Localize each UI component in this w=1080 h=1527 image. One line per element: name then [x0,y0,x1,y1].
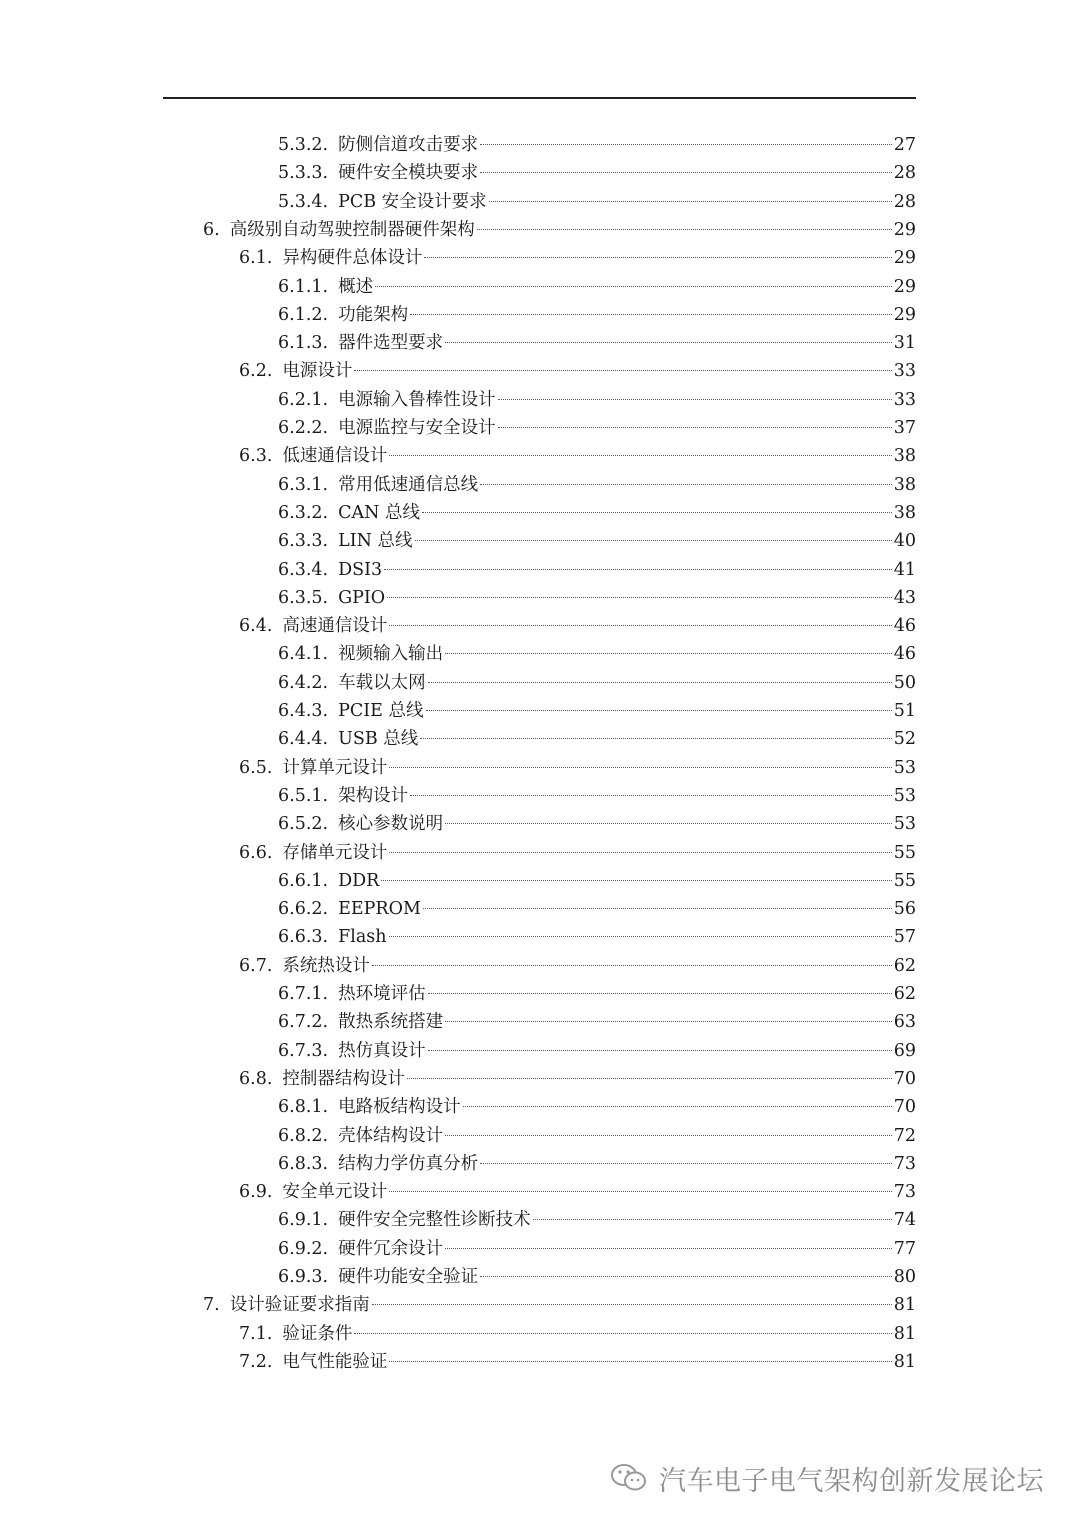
toc-dot-leader [354,370,891,371]
toc-dot-leader [445,342,892,343]
toc-dot-leader [354,1333,891,1334]
toc-entry-number: 6.8.3. [278,1153,329,1174]
toc-entry-page: 38 [893,446,916,467]
toc-entry-title: EEPROM [338,899,421,920]
toc-entry-page: 73 [893,1182,916,1203]
toc-dot-leader [372,1304,892,1305]
toc-entry[interactable] [239,357,916,385]
toc-dot-leader [445,1135,892,1136]
toc-dot-leader [445,653,892,654]
toc-entry-number: 6.4. [239,616,273,637]
toc-dot-leader [389,625,891,626]
toc-entry-page: 81 [893,1295,916,1316]
toc-entry[interactable] [239,952,916,980]
toc-entry-title: 核心参数说明 [338,814,444,835]
toc-entry[interactable] [278,867,916,895]
toc-entry[interactable] [278,1093,916,1121]
toc-dot-leader [463,1106,892,1107]
toc-entry-title: 低速通信设计 [282,446,388,467]
toc-entry[interactable] [278,414,916,442]
toc-dot-leader [389,767,891,768]
toc-entry-page: 80 [893,1267,916,1287]
toc-entry-number: 6.7.3. [278,1040,329,1061]
toc-dot-leader [407,1078,892,1079]
toc-entry-page: 31 [893,333,916,354]
toc-dot-leader [389,1361,891,1362]
toc-entry-number: 5.3.4. [278,191,329,212]
toc-entry[interactable] [278,188,916,216]
toc-entry-title: PCB 安全设计要求 [338,191,487,212]
toc-entry-page: 53 [893,757,916,778]
toc-entry[interactable] [278,923,916,951]
toc-entry[interactable] [239,1348,916,1376]
toc-entry-number: 6.7.1. [278,984,329,1004]
toc-dot-leader [489,201,892,202]
toc-entry-page: 41 [893,559,916,580]
toc-entry-title: 架构设计 [338,785,409,806]
toc-entry-number: 6.7.2. [278,1012,329,1033]
toc-entry-page: 28 [893,191,916,212]
toc-entry-page: 50 [893,672,916,693]
toc-entry-title: PCIE 总线 [338,701,424,721]
toc-entry-page: 29 [893,304,916,325]
toc-entry-number: 6.3.2. [278,502,329,523]
toc-entry-title: 高速通信设计 [282,616,388,637]
toc-entry-number: 6.3.5. [278,587,329,608]
toc-entry-title: 安全单元设计 [282,1182,388,1203]
toc-dot-leader [389,936,892,937]
toc-entry-title: 结构力学仿真分析 [338,1153,479,1174]
toc-entry[interactable] [278,301,916,329]
toc-dot-leader [445,823,892,824]
toc-entry-title: 设计验证要求指南 [229,1295,370,1316]
toc-dot-leader [375,286,892,287]
toc-entry-page: 70 [893,1068,916,1089]
toc-entry-title: 验证条件 [282,1323,353,1344]
toc-dot-leader [480,484,892,485]
toc-entry-page: 29 [893,219,916,240]
toc-entry-page: 70 [893,1097,916,1118]
toc-entry-number: 6.1.3. [278,333,329,354]
toc-entry-number: 7.1. [239,1323,273,1344]
toc-entry[interactable] [239,754,916,782]
toc-entry-number: 6.3.3. [278,531,329,552]
toc-entry-title: 器件选型要求 [338,333,444,354]
toc-entry-title: 硬件安全模块要求 [338,163,479,184]
toc-entry[interactable] [278,1037,916,1065]
toc-entry[interactable] [239,839,916,867]
toc-entry-page: 52 [893,729,916,750]
toc-entry-page: 38 [893,474,916,495]
toc-entry-number: 6.4.4. [278,729,329,750]
toc-dot-leader [428,993,892,994]
toc-entry-title: 车载以太网 [338,672,426,693]
toc-entry[interactable] [278,471,916,499]
toc-entry[interactable] [278,980,916,1008]
toc-entry-number: 6.8.1. [278,1097,329,1118]
toc-entry-title: 硬件冗余设计 [338,1238,444,1259]
toc-entry[interactable] [278,697,916,725]
toc-dot-leader [424,257,891,258]
toc-entry-page: 74 [893,1210,916,1231]
toc-dot-leader [381,880,891,881]
toc-entry-title: 概述 [338,276,374,297]
toc-entry-title: 硬件功能安全验证 [338,1267,479,1287]
watermark [609,1458,1044,1498]
toc-entry-title: 散热系统搭建 [338,1012,444,1033]
watermark-text: 汽车电子电气架构创新发展论坛 [659,1465,1044,1497]
toc-entry-page: 53 [893,785,916,806]
toc-dot-leader [372,965,892,966]
toc-entry[interactable] [278,273,916,301]
toc-dot-leader [423,908,892,909]
toc-entry-title: DDR [338,870,380,891]
toc-entry-page: 56 [893,899,916,920]
toc-entry[interactable] [239,442,916,470]
toc-entry-number: 6.7. [239,955,273,976]
toc-entry-number: 6.2.2. [278,418,329,438]
toc-entry-number: 6.5. [239,757,273,778]
toc-entry-page: 62 [893,955,916,976]
toc-entry-number: 5.3.3. [278,163,329,184]
toc-entry-title: Flash [338,927,387,948]
toc-entry-number: 6.9.2. [278,1238,329,1259]
toc-entry-title: 常用低速通信总线 [338,474,479,495]
toc-dot-leader [422,512,892,513]
toc-entry[interactable] [239,612,916,640]
toc-entry-title: 防侧信道攻击要求 [338,135,479,155]
toc-entry-number: 6.2.1. [278,389,329,410]
toc-entry-title: 电源输入鲁棒性设计 [338,389,496,410]
toc-entry-page: 51 [893,701,916,721]
toc-entry-page: 77 [893,1238,916,1259]
wechat-icon [609,1462,649,1494]
toc-entry[interactable] [278,584,916,612]
toc-dot-leader [420,738,891,739]
toc-entry[interactable] [278,669,916,697]
toc-entry-number: 6.3.4. [278,559,329,580]
toc-entry-page: 38 [893,502,916,523]
toc-dot-leader [410,314,892,315]
toc-entry-page: 63 [893,1012,916,1033]
toc-entry[interactable] [278,1235,916,1263]
toc-entry-title: LIN 总线 [338,531,413,552]
toc-entry[interactable] [239,1065,916,1093]
toc-entry-title: 电源设计 [282,361,353,382]
toc-entry-number: 6.8.2. [278,1125,329,1146]
toc-entry[interactable] [278,131,916,159]
toc-dot-leader [415,540,892,541]
toc-entry-page: 81 [893,1323,916,1344]
toc-entry-page: 29 [893,248,916,269]
toc-entry-page: 28 [893,163,916,184]
toc-entry[interactable] [278,1150,916,1178]
toc-entry-page: 27 [893,135,916,155]
toc-entry-title: 计算单元设计 [282,757,388,778]
toc-dot-leader [498,399,892,400]
toc-entry-title: GPIO [338,587,386,608]
toc-entry[interactable] [278,725,916,753]
toc-entry-title: DSI3 [338,559,383,580]
toc-dot-leader [389,1191,891,1192]
toc-entry-number: 6.1.1. [278,276,329,297]
toc-entry-page: 55 [893,842,916,863]
toc-entry[interactable] [278,782,916,810]
toc-entry-number: 6.8. [239,1068,273,1089]
toc-dot-leader [445,1021,892,1022]
toc-entry-number: 6.5.2. [278,814,329,835]
toc-entry[interactable] [203,216,916,244]
toc-entry-page: 73 [893,1153,916,1174]
toc-entry-title: 硬件安全完整性诊断技术 [338,1210,531,1231]
toc-dot-leader [533,1219,892,1220]
toc-entry[interactable] [278,1263,916,1291]
toc-dot-leader [477,229,892,230]
toc-entry[interactable] [278,640,916,668]
toc-dot-leader [426,710,892,711]
toc-entry-title: 电路板结构设计 [338,1097,461,1118]
toc-entry-title: 电源监控与安全设计 [338,418,496,438]
toc-entry-page: 81 [893,1351,916,1372]
toc-entry[interactable] [239,1320,916,1348]
toc-entry-page: 72 [893,1125,916,1146]
toc-entry-number: 6.6.1. [278,870,329,891]
toc-entry[interactable] [278,1008,916,1036]
toc-entry[interactable] [203,1291,916,1319]
toc-entry-page: 43 [893,587,916,608]
toc-entry-number: 6.9. [239,1182,273,1203]
toc-dot-leader [480,172,892,173]
toc-entry-page: 33 [893,361,916,382]
toc-dot-leader [480,1276,892,1277]
header-rule [163,97,916,99]
toc-entry[interactable] [278,810,916,838]
toc-dot-leader [445,1248,892,1249]
toc-entry[interactable] [239,244,916,272]
toc-dot-leader [480,144,892,145]
toc-entry-title: 存储单元设计 [282,842,388,863]
toc-entry[interactable] [278,895,916,923]
toc-dot-leader [387,597,892,598]
toc-entry[interactable] [278,499,916,527]
toc-entry-number: 5.3.2. [278,135,329,155]
toc-entry-title: 电气性能验证 [282,1351,388,1372]
toc-entry-title: 功能架构 [338,304,409,325]
toc-entry-title: 高级别自动驾驶控制器硬件架构 [229,219,475,240]
toc-entry-title: 壳体结构设计 [338,1125,444,1146]
toc-entry-title: 热仿真设计 [338,1040,426,1061]
toc-entry[interactable] [278,329,916,357]
toc-entry-number: 6.5.1. [278,785,329,806]
toc-entry-page: 57 [893,927,916,948]
toc-entry-page: 37 [893,418,916,438]
toc-entry-number: 6.4.3. [278,701,329,721]
toc-dot-leader [480,1163,892,1164]
toc-entry[interactable] [278,1122,916,1150]
toc-entry-page: 55 [893,870,916,891]
toc-dot-leader [428,1050,892,1051]
toc-entry[interactable] [278,386,916,414]
toc-entry-number: 6.3. [239,446,273,467]
toc-entry[interactable] [278,159,916,187]
toc-dot-leader [389,455,891,456]
toc-entry-page: 29 [893,276,916,297]
toc-dot-leader [389,852,891,853]
toc-entry-page: 53 [893,814,916,835]
toc-entry-number: 6.9.1. [278,1210,329,1231]
toc-entry[interactable] [278,1206,916,1234]
toc-dot-leader [384,569,892,570]
toc-entry-title: 系统热设计 [282,955,370,976]
toc-entry-number: 6.6.2. [278,899,329,920]
toc-entry-number: 6. [203,219,220,240]
toc-entry[interactable] [278,556,916,584]
toc-entry-number: 7.2. [239,1351,273,1372]
toc-entry[interactable] [239,1178,916,1206]
toc-entry-title: USB 总线 [338,729,419,750]
toc-dot-leader [498,427,892,428]
toc-entry-page: 62 [893,984,916,1004]
toc-entry-page: 46 [893,616,916,637]
toc-entry-title: 视频输入输出 [338,644,444,665]
toc-dot-leader [410,795,892,796]
toc-entry-page: 33 [893,389,916,410]
toc-entry-title: 热环境评估 [338,984,426,1004]
toc-entry-title: 异构硬件总体设计 [282,248,423,269]
toc-entry-number: 6.2. [239,361,273,382]
toc-entry-number: 6.9.3. [278,1267,329,1287]
toc-entry-number: 6.6.3. [278,927,329,948]
toc-entry-number: 6.4.1. [278,644,329,665]
toc-entry-number: 6.6. [239,842,273,863]
toc-entry-number: 6.4.2. [278,672,329,693]
toc-entry-page: 46 [893,644,916,665]
toc-entry-title: CAN 总线 [338,502,420,523]
toc-dot-leader [428,682,892,683]
toc-entry-number: 6.1. [239,248,273,269]
toc-entry-page: 40 [893,531,916,552]
toc-entry-page: 69 [893,1040,916,1061]
toc-entry-number: 6.1.2. [278,304,329,325]
toc-entry-title: 控制器结构设计 [282,1068,405,1089]
toc-entry-number: 7. [203,1295,220,1316]
toc-entry[interactable] [278,527,916,555]
toc-entry-number: 6.3.1. [278,474,329,495]
